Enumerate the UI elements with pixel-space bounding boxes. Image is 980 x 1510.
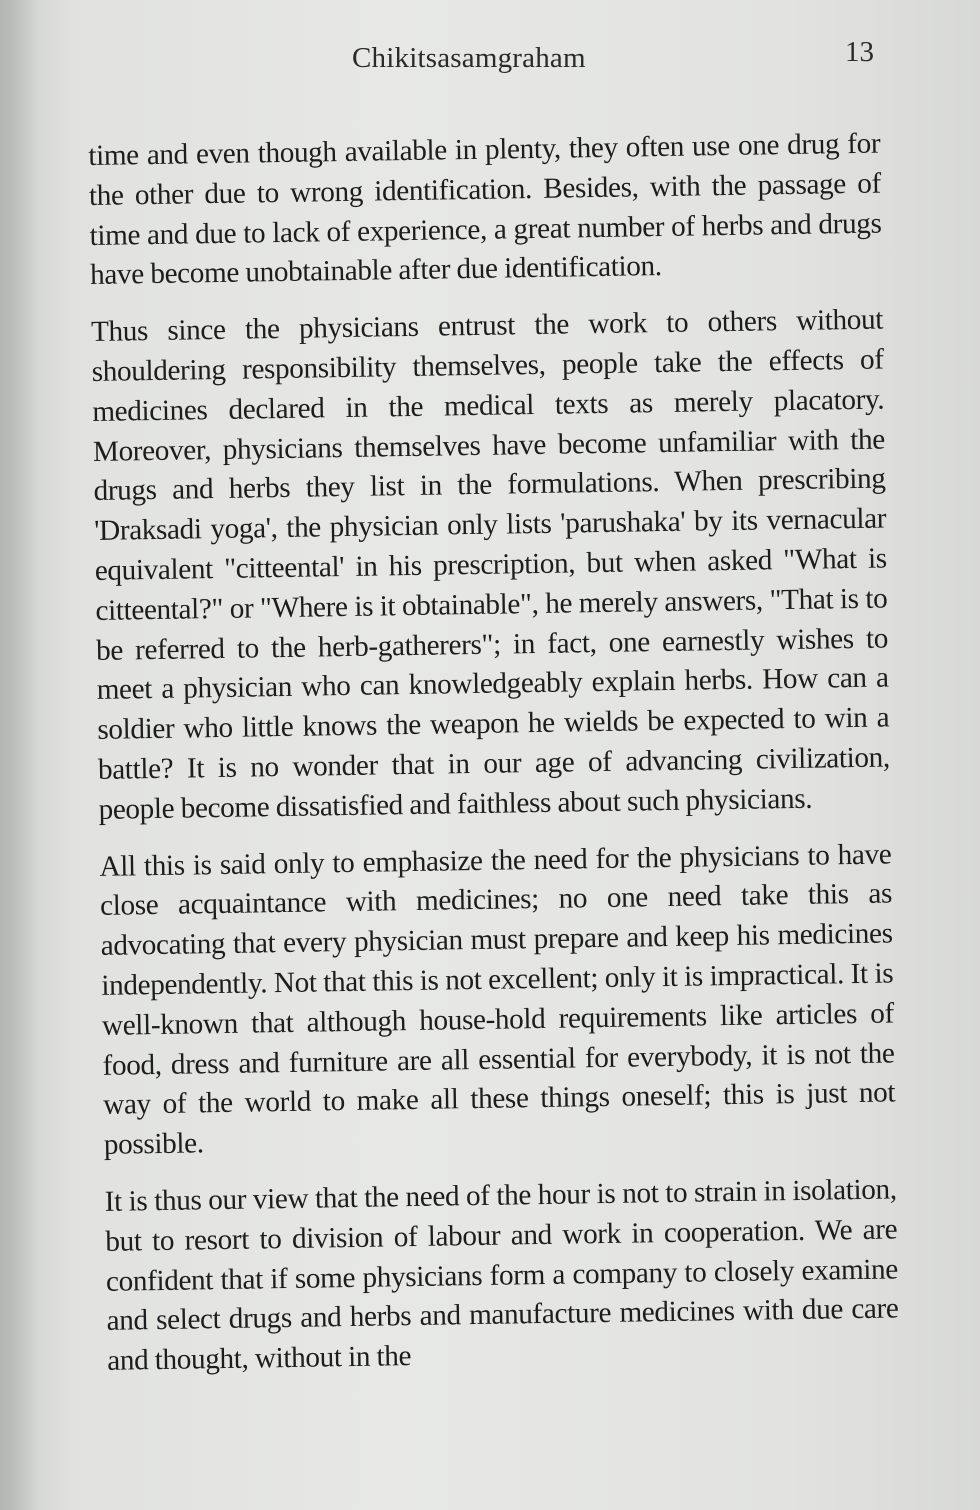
paragraph-1: time and even though available in plenty, they often use one drug for the other due to wrong identification. Besides, with the passage of time and due to lack of experience, a great number of herbs and drugs have become unobtainable after due identification. <box>88 127 882 292</box>
paragraph-2: Thus since the physicians entrust the work to others without shouldering responsibility themselves, people take the effects of medicines declared in the medical texts as merely placatory. Moreover, physicians themselves have become unfamiliar with the drugs and herbs they list in the formulations. When prescribing 'Draksadi yoga', the physician only lists 'parushaka' by its vernacular equivalent "citteental' in his prescription, but when asked "What is citteental?" or "Where is it obtainable", he merely answers, "That is to be referred to the herb-gatherers"; in fact, one earnestly wishes to meet a physician who can knowledgeably explain herbs. How can a soldier who little knows the weapon he wields be expected to win a battle? It is no wonder that in our age of advancing civilization, people become dissatisfied and faithless about such physicians. <box>90 303 891 826</box>
paragraph-3: All this is said only to emphasize the need for the physicians to have close acquaintance with medicines; no one need take this as advocating that every physician must prepare and keep his medicines independently. Not that this is not excellent; only it is impractical. It is well-known that although house-hold requirements like articles of food, dress and furniture are all essential for everybody, it is not the way of the world to make all these things oneself; this is just not possible. <box>99 838 896 1161</box>
paragraph-4: It is thus our view that the need of the hour is not to strain in isolation, but to resort to division of labour and work in cooperation. We are confident that if some physicians form a company to closely examine and select drugs and herbs and manufacture medicines with due care and thought, without in the <box>104 1173 899 1377</box>
body-text <box>88 125 900 1399</box>
running-title: Chikitsasamgraham <box>352 42 586 74</box>
gutter-shadow <box>0 0 38 1510</box>
page-number: 13 <box>845 36 874 68</box>
running-head <box>0 36 980 86</box>
